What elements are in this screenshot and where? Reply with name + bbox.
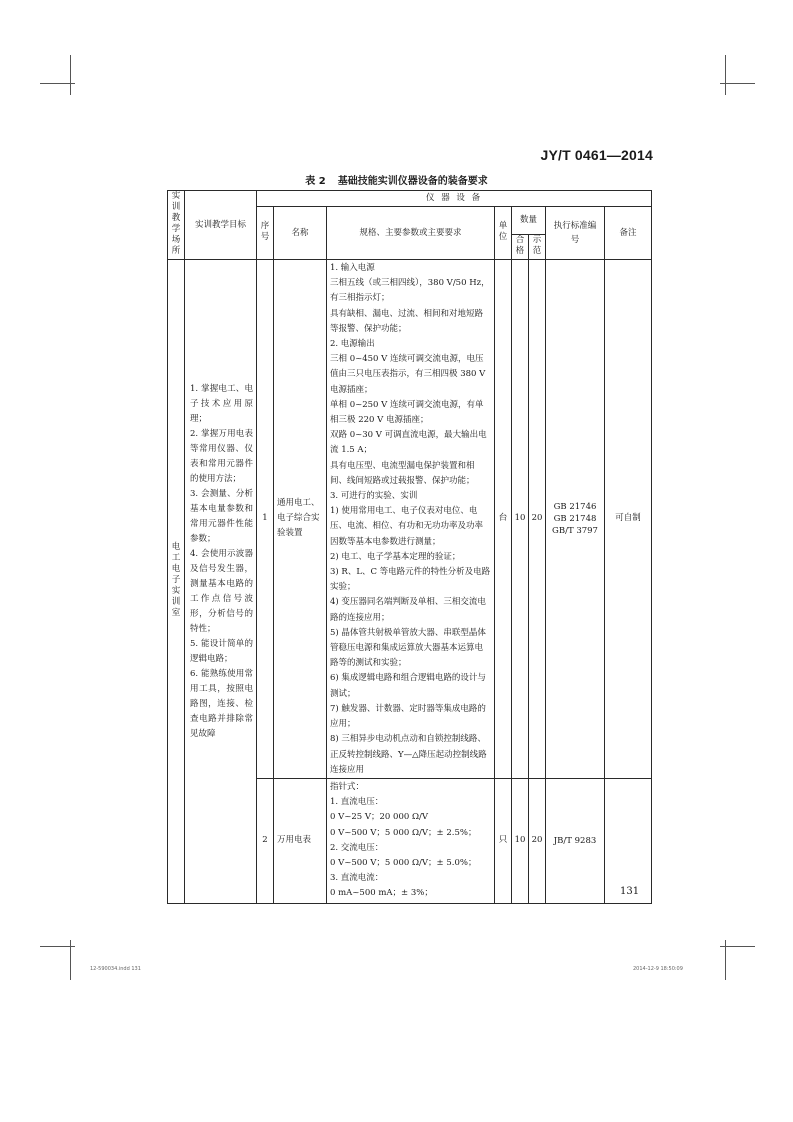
header-venue: 实训教学场所 bbox=[168, 191, 185, 260]
header-standard: 执行标准编号 bbox=[546, 207, 605, 260]
spec-line: 2) 电工、电子学基本定理的验证； bbox=[330, 551, 461, 562]
goal-item: 4. 会使用示波器及信号发生器，测量基本电路的工作点信号波形，分析信号的特性； bbox=[190, 549, 253, 634]
row-seq: 1 bbox=[257, 260, 274, 779]
header-spec: 规格、主要参数或主要要求 bbox=[327, 207, 495, 260]
table-row bbox=[168, 260, 652, 779]
spec-line: 8) 三相异步电动机点动和自锁控制线路、正反转控制线路、Y—△降压起动控制线路连接应用 bbox=[330, 734, 487, 775]
spec-line: 0 mA~500 mA；± 3%； bbox=[330, 888, 433, 899]
spec-line: 三相 0~450 V 连续可调交流电源，电压值由三只电压表指示，有三相四极 380 V 电源插座； bbox=[330, 354, 486, 395]
row-demo: 20 bbox=[529, 260, 546, 779]
spec-line: 指针式： bbox=[330, 781, 365, 792]
table-caption bbox=[0, 172, 793, 187]
header-name: 名称 bbox=[274, 207, 327, 260]
table-title: 基础技能实训仪器设备的装备要求 bbox=[337, 176, 488, 187]
standard-code: JY/T 0461—2014 bbox=[540, 147, 653, 163]
spec-line: 5) 晶体管共射极单管放大器、串联型晶体管稳压电源和集成运算放大器基本运算电路等的测试和实验； bbox=[330, 627, 486, 669]
row-note: 可自制 bbox=[605, 260, 652, 779]
header-unit: 单位 bbox=[495, 207, 512, 260]
crop-mark bbox=[720, 83, 755, 84]
crop-mark bbox=[70, 55, 71, 95]
spec-line: 双路 0~30 V 可调直流电源，最大输出电流 1.5 A； bbox=[330, 430, 487, 456]
print-timestamp: 2014-12-9 18:50:09 bbox=[633, 966, 683, 972]
spec-line: 3) R、L、C 等电路元件的特性分析及电路实验； bbox=[330, 567, 491, 593]
row-note bbox=[605, 778, 652, 903]
standard-code-item: JB/T 9283 bbox=[553, 835, 597, 846]
spec-line: 1. 输入电源 bbox=[330, 263, 375, 273]
header-instrument-group: 仪 器 设 备 bbox=[257, 191, 652, 207]
row-spec bbox=[327, 778, 495, 903]
row-demo: 20 bbox=[529, 778, 546, 903]
crop-mark bbox=[40, 83, 75, 84]
row-name: 通用电工、电子综合实验装置 bbox=[274, 260, 327, 779]
spec-line: 具有缺相、漏电、过流、相间和对地短路等报警、保护功能； bbox=[330, 308, 484, 334]
row-standard bbox=[546, 778, 605, 903]
spec-line: 0 V~500 V；5 000 Ω/V；± 5.0%； bbox=[330, 857, 477, 868]
header-demo: 示范 bbox=[529, 235, 546, 260]
spec-line: 3. 直流电流： bbox=[330, 873, 384, 884]
row-seq: 2 bbox=[257, 778, 274, 903]
goal-item: 5. 能设计简单的逻辑电路； bbox=[190, 639, 253, 664]
goal-item: 6. 能熟练使用常用工具，按照电路图，连接、检查电路并排除常见故障 bbox=[190, 669, 253, 739]
standard-code-item: GB 21748 bbox=[553, 513, 597, 524]
header-goals: 实训教学目标 bbox=[185, 191, 257, 260]
spec-line: 3. 可进行的实验、实训 bbox=[330, 491, 418, 502]
row-unit: 只 bbox=[495, 778, 512, 903]
row-spec bbox=[327, 260, 495, 779]
crop-mark bbox=[40, 946, 75, 947]
spec-line: 2. 电源输出 bbox=[330, 339, 375, 350]
row-unit: 台 bbox=[495, 260, 512, 779]
crop-mark bbox=[720, 946, 755, 947]
goal-item: 1. 掌握电工、电子技术应用原理； bbox=[190, 384, 253, 424]
standard-code-item: GB 21746 bbox=[553, 501, 597, 512]
spec-line: 1) 使用常用电工、电子仪表对电位、电压、电流、相位、有功和无功功率及功率因数等基本电参数进行测量； bbox=[330, 506, 484, 547]
page-number: 131 bbox=[620, 886, 640, 897]
goal-item: 3. 会测量、分析基本电量参数和常用元器件性能参数； bbox=[190, 489, 253, 544]
spec-line: 2. 交流电压： bbox=[330, 842, 384, 853]
header-qualified: 合格 bbox=[512, 235, 529, 260]
header-note: 备注 bbox=[605, 207, 652, 260]
equipment-table bbox=[167, 190, 652, 904]
spec-line: 1. 直流电压： bbox=[330, 797, 384, 808]
standard-code-item: GB/T 3797 bbox=[552, 525, 598, 536]
spec-line: 具有电压型、电流型漏电保护装置和相间、线间短路或过载报警、保护功能； bbox=[330, 460, 475, 486]
crop-mark bbox=[725, 55, 726, 95]
row-qualified: 10 bbox=[512, 260, 529, 779]
row-qualified: 10 bbox=[512, 778, 529, 903]
spec-line: 单相 0~250 V 连续可调交流电源，有单相三极 220 V 电源插座； bbox=[330, 399, 484, 426]
header-seq: 序号 bbox=[257, 207, 274, 260]
row-standard bbox=[546, 260, 605, 779]
goal-item: 2. 掌握万用电表等常用仪器、仪表和常用元器件的使用方法； bbox=[190, 429, 253, 484]
spec-line: 4) 变压器同名端判断及单相、三相交流电路的连接应用； bbox=[330, 597, 486, 623]
file-label: 12-590034.indd 131 bbox=[90, 966, 141, 972]
spec-line: 0 V~500 V；5 000 Ω/V；± 2.5%； bbox=[330, 827, 477, 838]
spec-line: 三相五线（或三相四线），380 V/50 Hz，有三相指示灯； bbox=[330, 278, 490, 304]
spec-line: 7) 触发器、计数器、定时器等集成电路的应用； bbox=[330, 703, 486, 730]
spec-line: 0 V~25 V；20 000 Ω/V bbox=[330, 812, 429, 823]
venue-cell: 电工电子实训室 bbox=[168, 260, 185, 904]
row-name: 万用电表 bbox=[274, 778, 327, 903]
table-number: 表 2 bbox=[305, 176, 326, 187]
spec-line: 6) 集成逻辑电路和组合逻辑电路的设计与测试； bbox=[330, 673, 486, 699]
goals-cell bbox=[185, 260, 257, 904]
header-quantity: 数量 bbox=[512, 207, 546, 235]
